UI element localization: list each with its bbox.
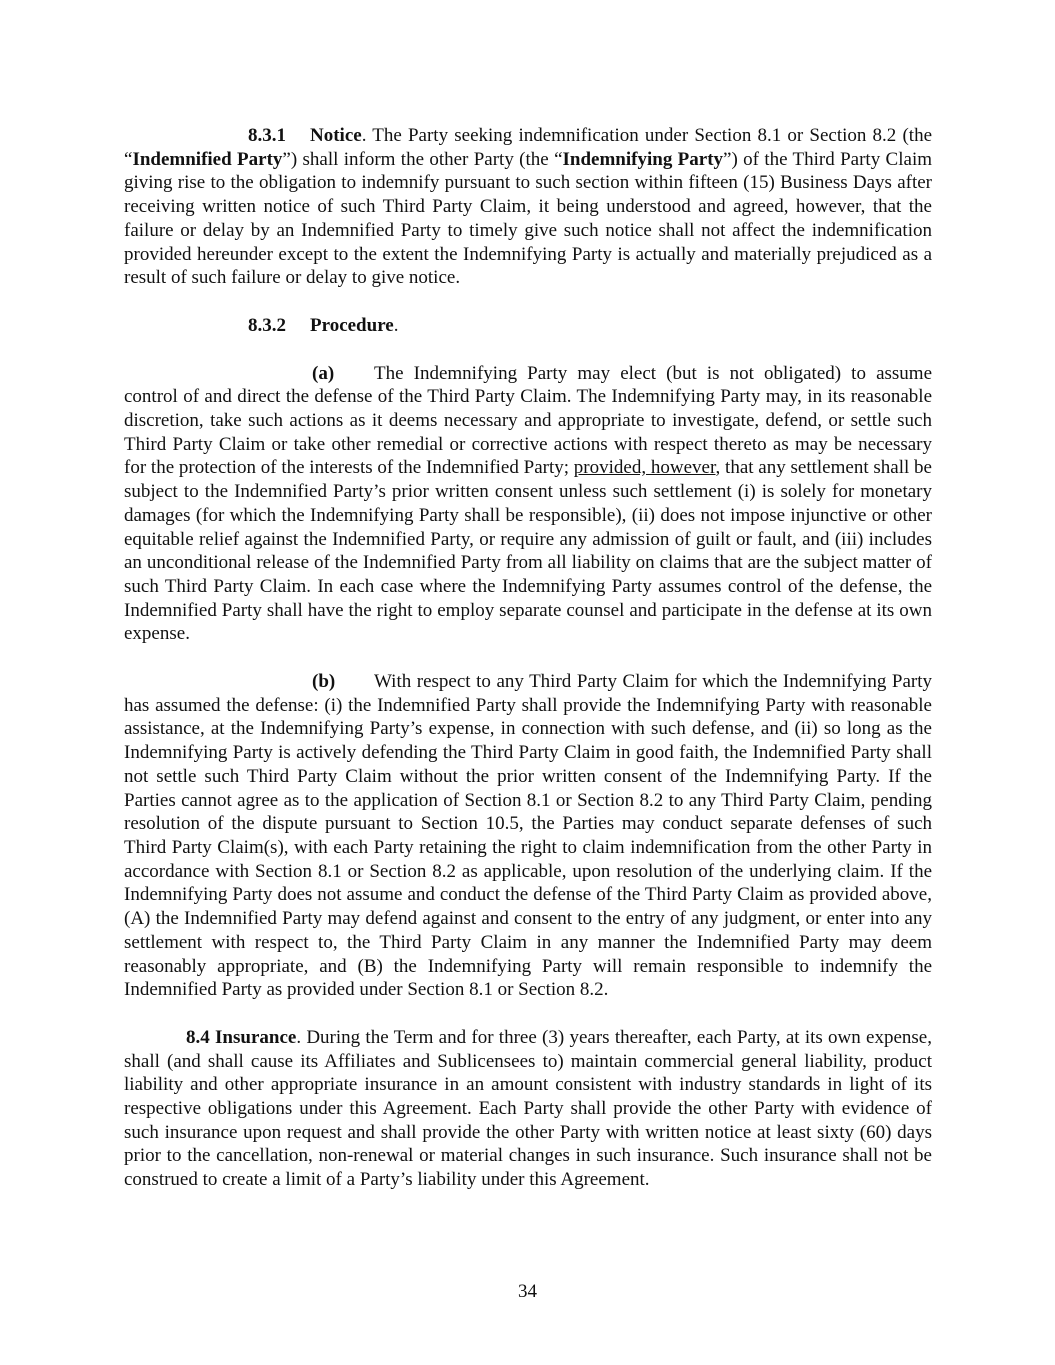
section-number: 8.3.1 xyxy=(248,125,286,146)
section-heading: 8.4 Insurance xyxy=(186,1026,297,1048)
subsection-label: (a) xyxy=(312,362,335,384)
section-8-3-2: 8.3.2 Procedure. xyxy=(248,314,399,336)
underlined-term: provided, however xyxy=(573,457,716,479)
defined-term: Indemnifying Party xyxy=(562,148,724,170)
document-page xyxy=(124,124,932,1192)
section-heading: Notice xyxy=(310,125,362,146)
section-8-3-1: 8.3.1 Notice. The Party seeking indemnification under Section 8.1 or Section 8.2 (the “Indemnified Party”) shall inform the other Party (the “Indemnifying Party”) of the Third Party Claim giving rise to the obligation to indemnify pursuant to such section within fifteen (15) Business Days after receiving written notice of such Third Party Claim, it being understood and agreed, however, that the failure or delay by an Indemnified Party to timely give such notice shall not affect the indemnification provided hereunder except to the extent the Indemnifying Party is actually and materially prejudiced as a result of such failure or delay to give notice. xyxy=(124,125,932,289)
subsection-b: (b) With respect to any Third Party Claim for which the Indemnifying Party has assumed the defense: (i) the Indemnified Party shall provide the Indemnifying Party with reasonable assistance, at the Indemnifying Party’s expense, in connection with such defense, and (ii) so long as the Indemnifying Party is actively defending the Third Party Claim in good faith, the Indemnified Party shall not settle such Third Party Claim without the prior written consent of the Indemnifying Party. If the Parties cannot agree as to the application of Section 8.1 or Section 8.2 to any Third Party Claim, pending resolution of the dispute pursuant to Section 10.5, the Parties may conduct separate defenses of such Third Party Claim(s), with each Party retaining the right to claim indemnification from the other Party in accordance with Section 8.1 or Section 8.2 as applicable, upon resolution of the underlying claim. If the Indemnifying Party does not assume and conduct the defense of the Third Party Claim as provided above, (A) the Indemnified Party may defend against and consent to the entry of any judgment, or enter into any settlement with respect to, the Third Party Claim in any manner the Indemnified Party may deem reasonably appropriate, and (B) the Indemnifying Party will remain responsible to indemnify the Indemnified Party as provided under Section 8.1 or Section 8.2. xyxy=(124,671,932,1001)
section-number: 8.3.2 xyxy=(248,314,286,336)
subsection-a: (a) The Indemnifying Party may elect (but is not obligated) to assume control of and direct the defense of the Third Party Claim. The Indemnifying Party may, in its reasonable discretion, take such actions as it deems necessary and appropriate to investigate, defend, or settle such Third Party Claim or take other remedial or corrective actions with respect thereto as may be necessary for the protection of the interests of the Indemnified Party; provided, however, that any settlement shall be subject to the Indemnified Party’s prior written consent unless such settlement (i) is solely for monetary damages (for which the Indemnifying Party shall be responsible), (ii) does not impose injunctive or other equitable relief against the Indemnified Party, or require any admission of guilt or fault, and (iii) includes an unconditional release of the Indemnified Party from all liability on claims that are the subject matter of such Third Party Claim. In each case where the Indemnifying Party assumes control of the defense, the Indemnified Party shall have the right to employ separate counsel and participate in the defense at its own expense. xyxy=(124,362,932,645)
page-number: 34 xyxy=(518,1281,537,1302)
section-heading: Procedure xyxy=(310,314,394,336)
section-8-4: 8.4 Insurance. During the Term and for three (3) years thereafter, each Party, at its own expense, shall (and shall cause its Affiliates and Sublicensees to) maintain commercial general liability, product liability and other appropriate insurance in an amount consistent with industry standards in light of its respective obligations under this Agreement. Each Party shall provide the other Party with evidence of such insurance upon request and shall provide the other Party with written notice at least sixty (60) days prior to the cancellation, non-renewal or material changes in such insurance. Such insurance shall not be construed to create a limit of a Party’s liability under this Agreement. xyxy=(124,1026,932,1191)
subsection-label: (b) xyxy=(312,671,336,693)
defined-term: Indemnified Party xyxy=(132,148,283,170)
